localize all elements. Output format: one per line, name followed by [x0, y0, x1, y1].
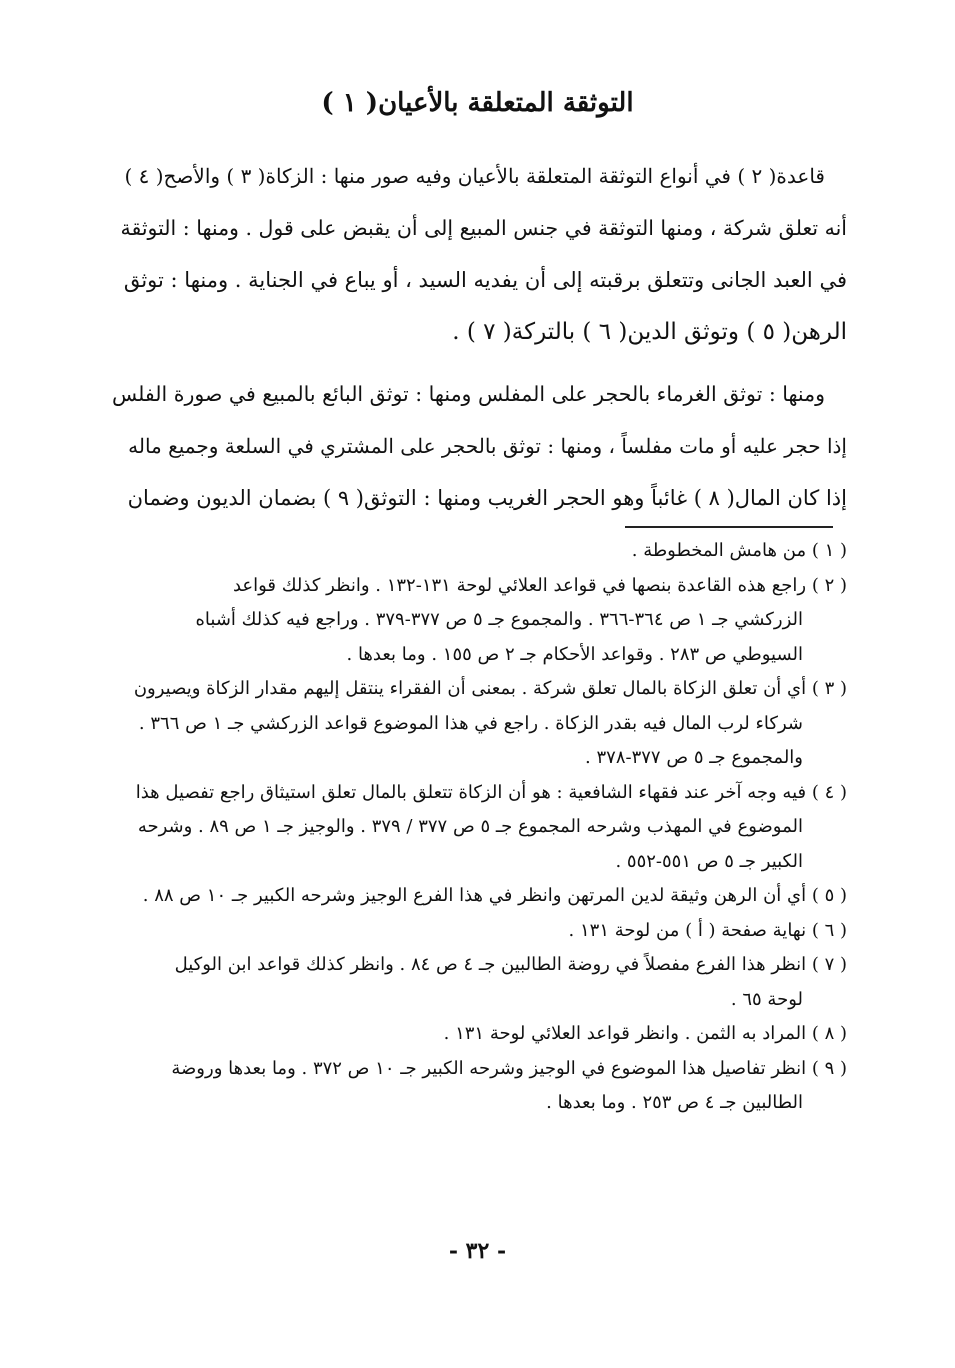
- footnote-2: [112, 569, 847, 673]
- paragraph-line: في العبد الجانى وتتعلق برقبته إلى أن يفديه السيد ، أو يباع في الجناية . ومنها : توثق: [123, 268, 847, 292]
- footnote-line: ( ٤ ) فيه وجه آخر عند فقهاء الشافعية : هو أن الزكاة تتعلق بالمال تعلق استيثاق راجع تفصيل هذا: [135, 781, 847, 803]
- footnote-9: [112, 1052, 847, 1121]
- footnotes: [112, 534, 847, 1121]
- footnote-line: والمجموع جـ ٥ ص ٣٧٧-٣٧٨ .: [585, 747, 803, 768]
- footnote-6: [112, 914, 847, 949]
- footnote-line: الموضوع في المهذب وشرحه المجموع جـ ٥ ص ٣٧٧ / ٣٧٩ . والوجيز جـ ١ ص ٨٩ . وشرحه: [137, 816, 803, 837]
- footnote-line: ( ٦ ) نهاية صفحة ( أ ) من لوحة ١٣١ .: [568, 919, 847, 941]
- footnote-line: لوحة ٦٥ .: [730, 988, 803, 1010]
- footnote-line: السيوطي ص ٢٨٣ . وقواعد الأحكام جـ ٢ ص ١٥٥ . وما بعدها .: [346, 643, 803, 665]
- paragraph-2: [112, 368, 847, 524]
- footnote-1: [112, 534, 847, 569]
- paragraph-line: أنه تعلق شركة ، ومنها التوثقة في جنس المبيع إلى أن يقبض على قول . ومنها : التوثقة: [120, 216, 847, 240]
- paragraph-line: ومنها : توثق الغرماء بالحجر على المفلس ومنها : توثق البائع بالمبيع في صورة الفلس: [111, 382, 825, 406]
- footnote-8: [112, 1017, 847, 1052]
- page-number: - ٣٢ -: [448, 1238, 507, 1264]
- section-title: التوثقة المتعلقة بالأعيان( ١ ): [321, 88, 634, 118]
- footnote-line: ( ٣ ) أي أن تعلق الزكاة بالمال تعلق شركة . بمعنى أن الفقراء ينتقل إليهم مقدار الزكاة ويصيرون: [133, 678, 847, 699]
- paragraph-1: [112, 150, 847, 358]
- paragraph-line: إذا حجر عليه أو مات مفلساً ، ومنها : توثق بالحجر على المشتري في السلعة وجميع ماله: [128, 434, 847, 458]
- footnote-line: ( ٨ ) المراد به الثمن . وانظر قواعد العلائي لوحة ١٣١ .: [443, 1023, 847, 1044]
- footnote-line: ( ٥ ) أي أن الرهن وثيقة لدين المرتهن وانظر في هذا الفرع الوجيز وشرحه الكبير جـ ١٠ ص ٨٨ .: [142, 885, 847, 906]
- footnote-line: شركاء لرب المال فيه بقدر الزكاة . راجع في هذا الموضوع قواعد الزركشي جـ ١ ص ٣٦٦ .: [138, 712, 803, 734]
- footnote-5: [112, 879, 847, 914]
- paragraph-line: الرهن( ٥ ) وتوثق الدين( ٦ ) بالتركة( ٧ ) .: [452, 319, 847, 345]
- footnote-line: الطالبين جـ ٤ ص ٢٥٣ . وما بعدها .: [546, 1092, 803, 1113]
- footnote-line: ( ٩ ) انظر تفاصيل هذا الموضوع في الوجيز وشرحه الكبير جـ ١٠ ص ٣٧٢ . وما بعدها وروضة: [171, 1057, 847, 1079]
- footnote-line: الكبير جـ ٥ ص ٥٥١-٥٥٢ .: [615, 850, 803, 872]
- footnote-line: ( ٧ ) انظر هذا الفرع مفصلاً في روضة الطالبين جـ ٤ ص ٨٤ . وانظر كذلك قواعد ابن الوكيل: [174, 954, 847, 975]
- footnote-4: [112, 776, 847, 880]
- footnote-line: ( ١ ) من هامش المخطوطة .: [631, 540, 847, 561]
- footnote-line: الزركشي جـ ١ ص ٣٦٤-٣٦٦ . والمجموع جـ ٥ ص ٣٧٧-٣٧٩ . وراجع فيه كذلك أشباه: [195, 609, 803, 630]
- footnote-separator: [625, 526, 833, 528]
- footnote-7: [112, 948, 847, 1017]
- footnote-3: [112, 672, 847, 776]
- paragraph-line: قاعدة( ٢ ) في أنواع التوثقة المتعلقة بالأعيان وفيه صور منها : الزكاة( ٣ ) والأصح( ٤ ): [124, 164, 825, 188]
- paragraph-line: إذا كان المال( ٨ ) غائباً وهو الحجر الغريب ومنها : التوثق( ٩ ) بضمان الديون وضمان: [127, 486, 847, 510]
- footnote-line: ( ٢ ) راجع هذه القاعدة بنصها في قواعد العلائي لوحة ١٣١-١٣٢ . وانظر كذلك قواعد: [232, 574, 847, 596]
